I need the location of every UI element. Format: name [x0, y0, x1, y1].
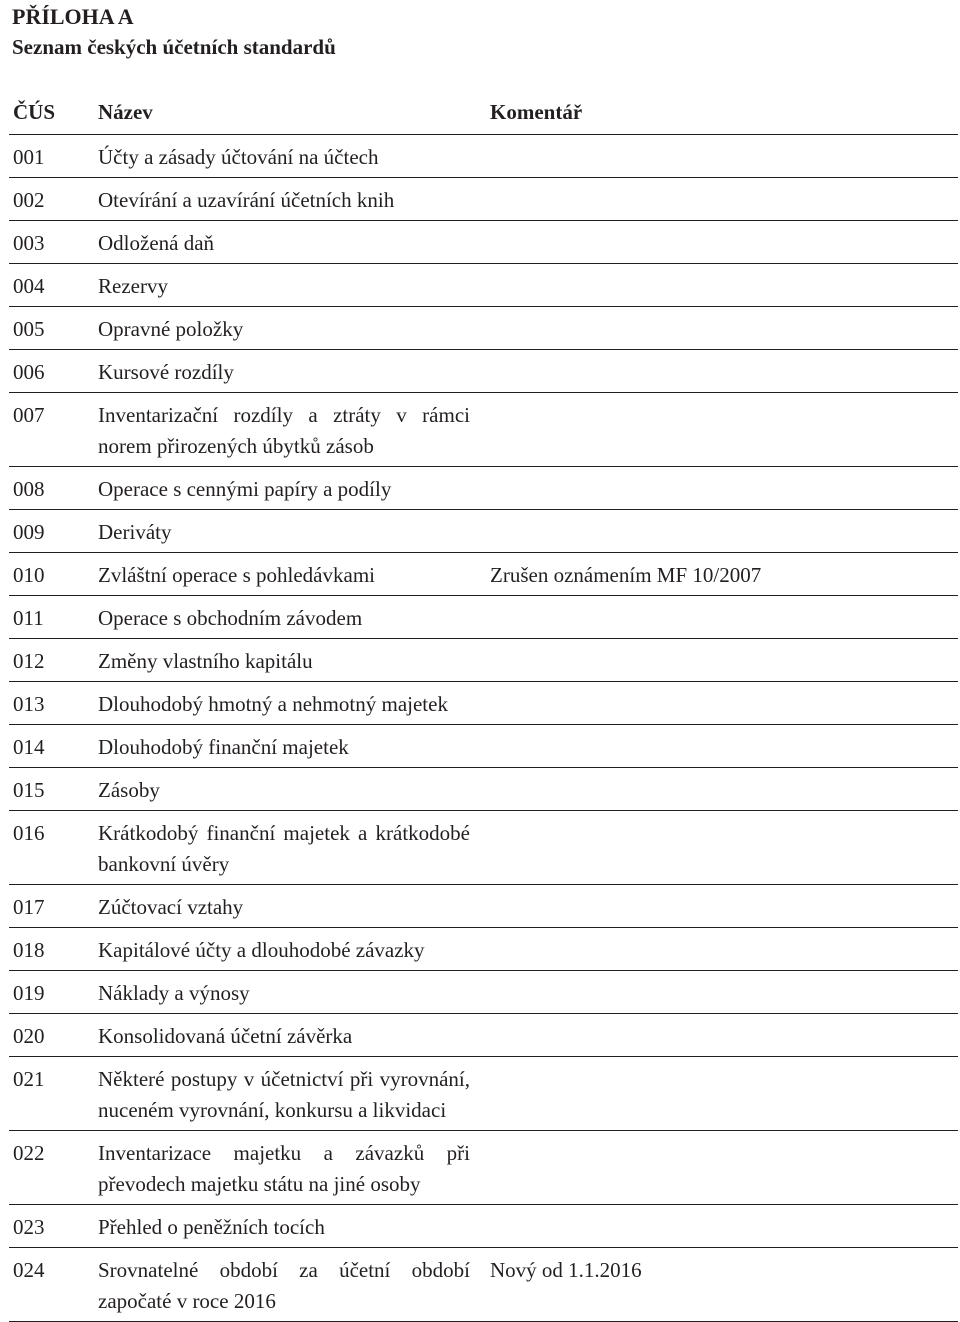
cell-number: 019: [9, 971, 98, 1014]
table-row: [9, 596, 958, 639]
appendix-title: PŘÍLOHA A: [12, 4, 134, 29]
cell-comment: [490, 682, 958, 725]
cell-number: 014: [9, 725, 98, 768]
cell-name: Zúčtovací vztahy: [98, 885, 490, 928]
cell-comment: [490, 1131, 958, 1205]
cell-comment: [490, 1057, 958, 1131]
document-subtitle: Seznam českých účetních standardů: [12, 35, 336, 59]
header-number: ČÚS: [9, 93, 98, 135]
cell-number: 010: [9, 553, 98, 596]
cell-name: Otevírání a uzavírání účetních knih: [98, 178, 490, 221]
cell-comment: [490, 811, 958, 885]
cell-name: Inventarizační rozdíly a ztráty v rámci norem přirozených úbytků zásob: [98, 393, 490, 467]
cell-number: 011: [9, 596, 98, 639]
table-row: [9, 885, 958, 928]
table-row: [9, 178, 958, 221]
cell-name: Účty a zásady účtování na účtech: [98, 135, 490, 178]
cell-name: Deriváty: [98, 510, 490, 553]
table-row: [9, 768, 958, 811]
cell-name: Zásoby: [98, 768, 490, 811]
table-row: [9, 725, 958, 768]
cell-name: Zvláštní operace s pohledávkami: [98, 553, 490, 596]
cell-number: 016: [9, 811, 98, 885]
cell-number: 004: [9, 264, 98, 307]
table-row: [9, 971, 958, 1014]
cell-name: Srovnatelné období za účetní období započaté v roce 2016: [98, 1248, 490, 1322]
cell-comment: [490, 264, 958, 307]
cell-name: Změny vlastního kapitálu: [98, 639, 490, 682]
table-row: [9, 135, 958, 178]
cell-comment: [490, 510, 958, 553]
cell-number: 002: [9, 178, 98, 221]
cell-name: Dlouhodobý finanční majetek: [98, 725, 490, 768]
cell-number: 023: [9, 1205, 98, 1248]
cell-number: 015: [9, 768, 98, 811]
cell-name: Kapitálové účty a dlouhodobé závazky: [98, 928, 490, 971]
cell-comment: [490, 307, 958, 350]
header-name: Název: [98, 93, 490, 135]
table-row: [9, 510, 958, 553]
table-body: [9, 135, 958, 1322]
cell-comment: [490, 885, 958, 928]
cell-name: Inventarizace majetku a závazků při převodech majetku státu na jiné osoby: [98, 1131, 490, 1205]
cell-name: Operace s obchodním závodem: [98, 596, 490, 639]
cell-comment: [490, 135, 958, 178]
cell-number: 020: [9, 1014, 98, 1057]
cell-number: 024: [9, 1248, 98, 1322]
table-row: [9, 264, 958, 307]
table-row: [9, 928, 958, 971]
cell-number: 007: [9, 393, 98, 467]
cell-number: 005: [9, 307, 98, 350]
cell-comment: [490, 596, 958, 639]
cell-comment: [490, 393, 958, 467]
table-row: [9, 1014, 958, 1057]
cell-number: 017: [9, 885, 98, 928]
cell-name: Některé postupy v účetnictví při vyrovnání, nuceném vyrovnání, konkursu a likvidaci: [98, 1057, 490, 1131]
cell-comment: [490, 1014, 958, 1057]
cell-name: Opravné položky: [98, 307, 490, 350]
cell-number: 001: [9, 135, 98, 178]
cell-number: 013: [9, 682, 98, 725]
cell-name: Dlouhodobý hmotný a nehmotný majetek: [98, 682, 490, 725]
cell-name: Operace s cennými papíry a podíly: [98, 467, 490, 510]
table-row: [9, 1248, 958, 1322]
cell-number: 022: [9, 1131, 98, 1205]
cell-name: Přehled o peněžních tocích: [98, 1205, 490, 1248]
cell-comment: [490, 725, 958, 768]
cell-name: Krátkodobý finanční majetek a krátkodobé bankovní úvěry: [98, 811, 490, 885]
table-row: [9, 639, 958, 682]
table-row: [9, 350, 958, 393]
cell-comment: [490, 1205, 958, 1248]
cell-number: 003: [9, 221, 98, 264]
cell-number: 012: [9, 639, 98, 682]
cell-number: 018: [9, 928, 98, 971]
cell-comment: [490, 768, 958, 811]
table-row: [9, 393, 958, 467]
cell-name: Odložená daň: [98, 221, 490, 264]
table-row: [9, 1131, 958, 1205]
cell-comment: [490, 350, 958, 393]
cell-number: 006: [9, 350, 98, 393]
table-row: [9, 1205, 958, 1248]
cell-comment: [490, 467, 958, 510]
table-row: [9, 467, 958, 510]
cell-name: Kursové rozdíly: [98, 350, 490, 393]
table-row: [9, 1057, 958, 1131]
cell-name: Rezervy: [98, 264, 490, 307]
cell-name: Náklady a výnosy: [98, 971, 490, 1014]
cell-comment: Zrušen oznámením MF 10/2007: [490, 553, 958, 596]
cell-comment: [490, 971, 958, 1014]
cell-name: Konsolidovaná účetní závěrka: [98, 1014, 490, 1057]
cell-comment: [490, 928, 958, 971]
standards-table: [9, 93, 958, 1322]
table-row: [9, 307, 958, 350]
cell-comment: [490, 639, 958, 682]
table-row: [9, 553, 958, 596]
cell-comment: Nový od 1.1.2016: [490, 1248, 958, 1322]
table-header-row: [9, 93, 958, 135]
header-comment: Komentář: [490, 93, 958, 135]
cell-comment: [490, 221, 958, 264]
cell-comment: [490, 178, 958, 221]
cell-number: 021: [9, 1057, 98, 1131]
table-row: [9, 682, 958, 725]
table-row: [9, 811, 958, 885]
cell-number: 008: [9, 467, 98, 510]
cell-number: 009: [9, 510, 98, 553]
table-row: [9, 221, 958, 264]
